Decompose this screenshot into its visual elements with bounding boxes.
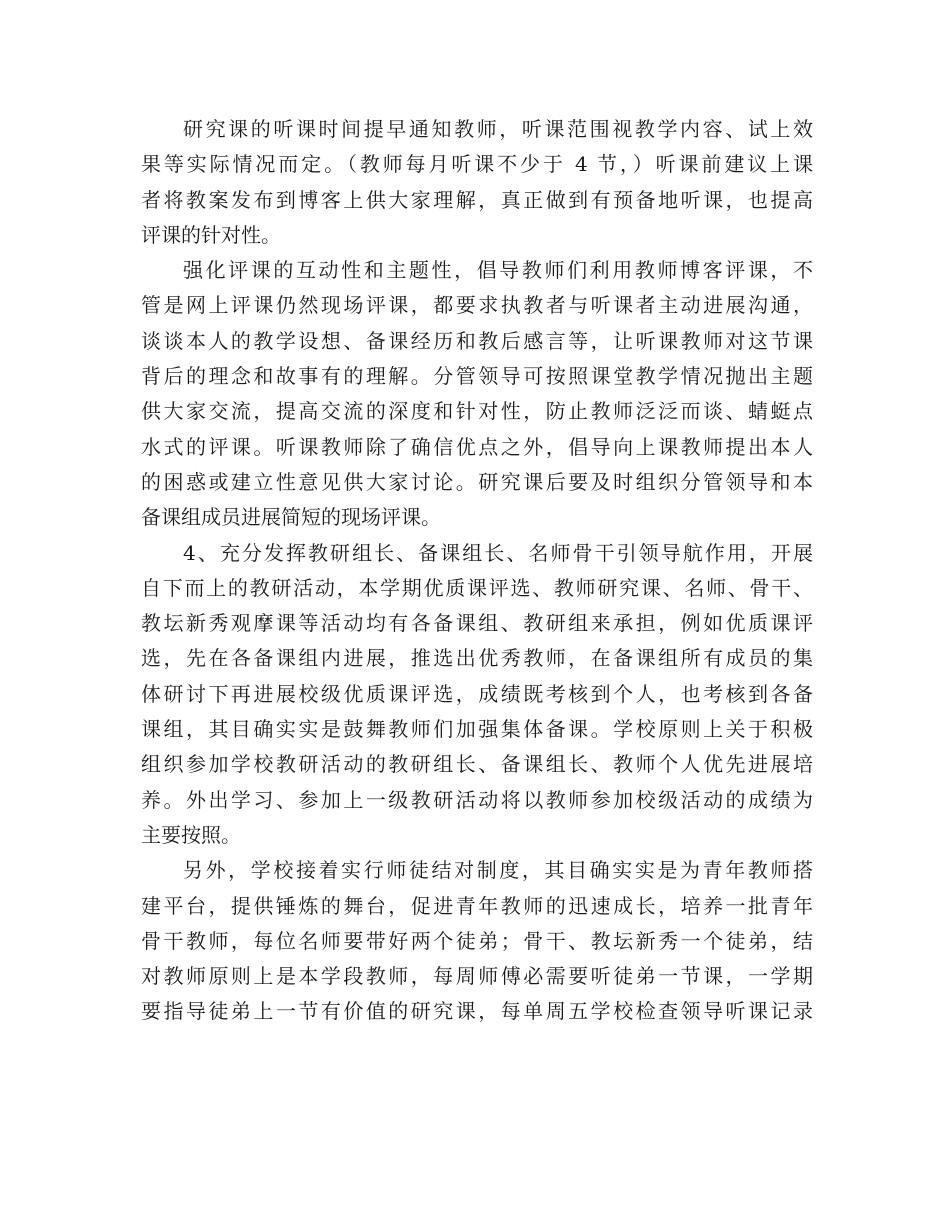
text-line: 养。外出学习、参加上一级教研活动将以教师参加校级活动的成绩为	[141, 787, 813, 812]
text-line: 者将教案发布到博客上供大家理解，真正做到有预备地听课，也提高	[141, 187, 813, 212]
text-line: 强化评课的互动性和主题性，倡导教师们利用教师博客评课，不	[183, 258, 813, 283]
text-line: 研究课的听课时间提早通知教师，听课范围视教学内容、试上效	[183, 117, 813, 141]
text-line: 备课组成员进展简短的现场评课。	[141, 505, 441, 530]
text-line: 评课的针对性。	[141, 222, 281, 247]
text-line: 果等实际情况而定。（教师每月听课不少于 4 节，）听课前建议上课	[141, 152, 813, 177]
text-line: 水式的评课。听课教师除了确信优点之外，倡导向上课教师提出本人	[141, 434, 813, 459]
text-line: 供大家交流，提高交流的深度和针对性，防止教师泛泛而谈、蜻蜓点	[141, 399, 813, 424]
text-line: 组织参加学校教研活动的教研组长、备课组长、教师个人优先进展培	[141, 752, 813, 777]
text-line: 背后的理念和故事有的理解。分管领导可按照课堂教学情况抛出主题	[141, 364, 813, 389]
text-line: 4、充分发挥教研组长、备课组长、名师骨干引领导航作用，开展	[183, 540, 813, 565]
text-line: 另外，学校接着实行师徒结对制度，其目确实实是为青年教师搭	[183, 858, 813, 883]
text-line: 自下而上的教研活动，本学期优质课评选、教师研究课、名师、骨干、	[141, 575, 813, 600]
text-line: 课组，其目确实实是鼓舞教师们加强集体备课。学校原则上关于积极	[141, 717, 813, 742]
text-line: 选，先在各备课组内进展，推选出优秀教师，在备课组所有成员的集	[141, 646, 813, 671]
text-line: 体研讨下再进展校级优质课评选，成绩既考核到个人，也考核到各备	[141, 681, 813, 706]
paragraph	[141, 536, 813, 854]
text-line: 建平台，提供锤炼的舞台，促进青年教师的迅速成长，培养一批青年	[141, 893, 813, 918]
body-text	[141, 112, 813, 1030]
paragraph	[141, 253, 813, 535]
text-line: 谈谈本人的教学设想、备课经历和教后感言等，让听课教师对这节课	[141, 328, 813, 353]
text-line: 要指导徒弟上一节有价值的研究课，每单周五学校检查领导听课记录	[141, 999, 813, 1024]
text-line: 骨干教师，每位名师要带好两个徒弟；骨干、教坛新秀一个徒弟，结	[141, 928, 813, 953]
text-line: 的困惑或建立性意见供大家讨论。研究课后要及时组织分管领导和本	[141, 469, 813, 494]
text-line: 主要按照。	[141, 822, 241, 847]
paragraph	[141, 853, 813, 1029]
paragraph	[141, 112, 813, 253]
text-line: 教坛新秀观摩课等活动均有各备课组、教研组来承担，例如优质课评	[141, 611, 813, 636]
text-line: 对教师原则上是本学段教师，每周师傅必需要听徒弟一节课，一学期	[141, 964, 813, 989]
text-line: 管是网上评课仍然现场评课，都要求执教者与听课者主动进展沟通，	[141, 293, 813, 318]
